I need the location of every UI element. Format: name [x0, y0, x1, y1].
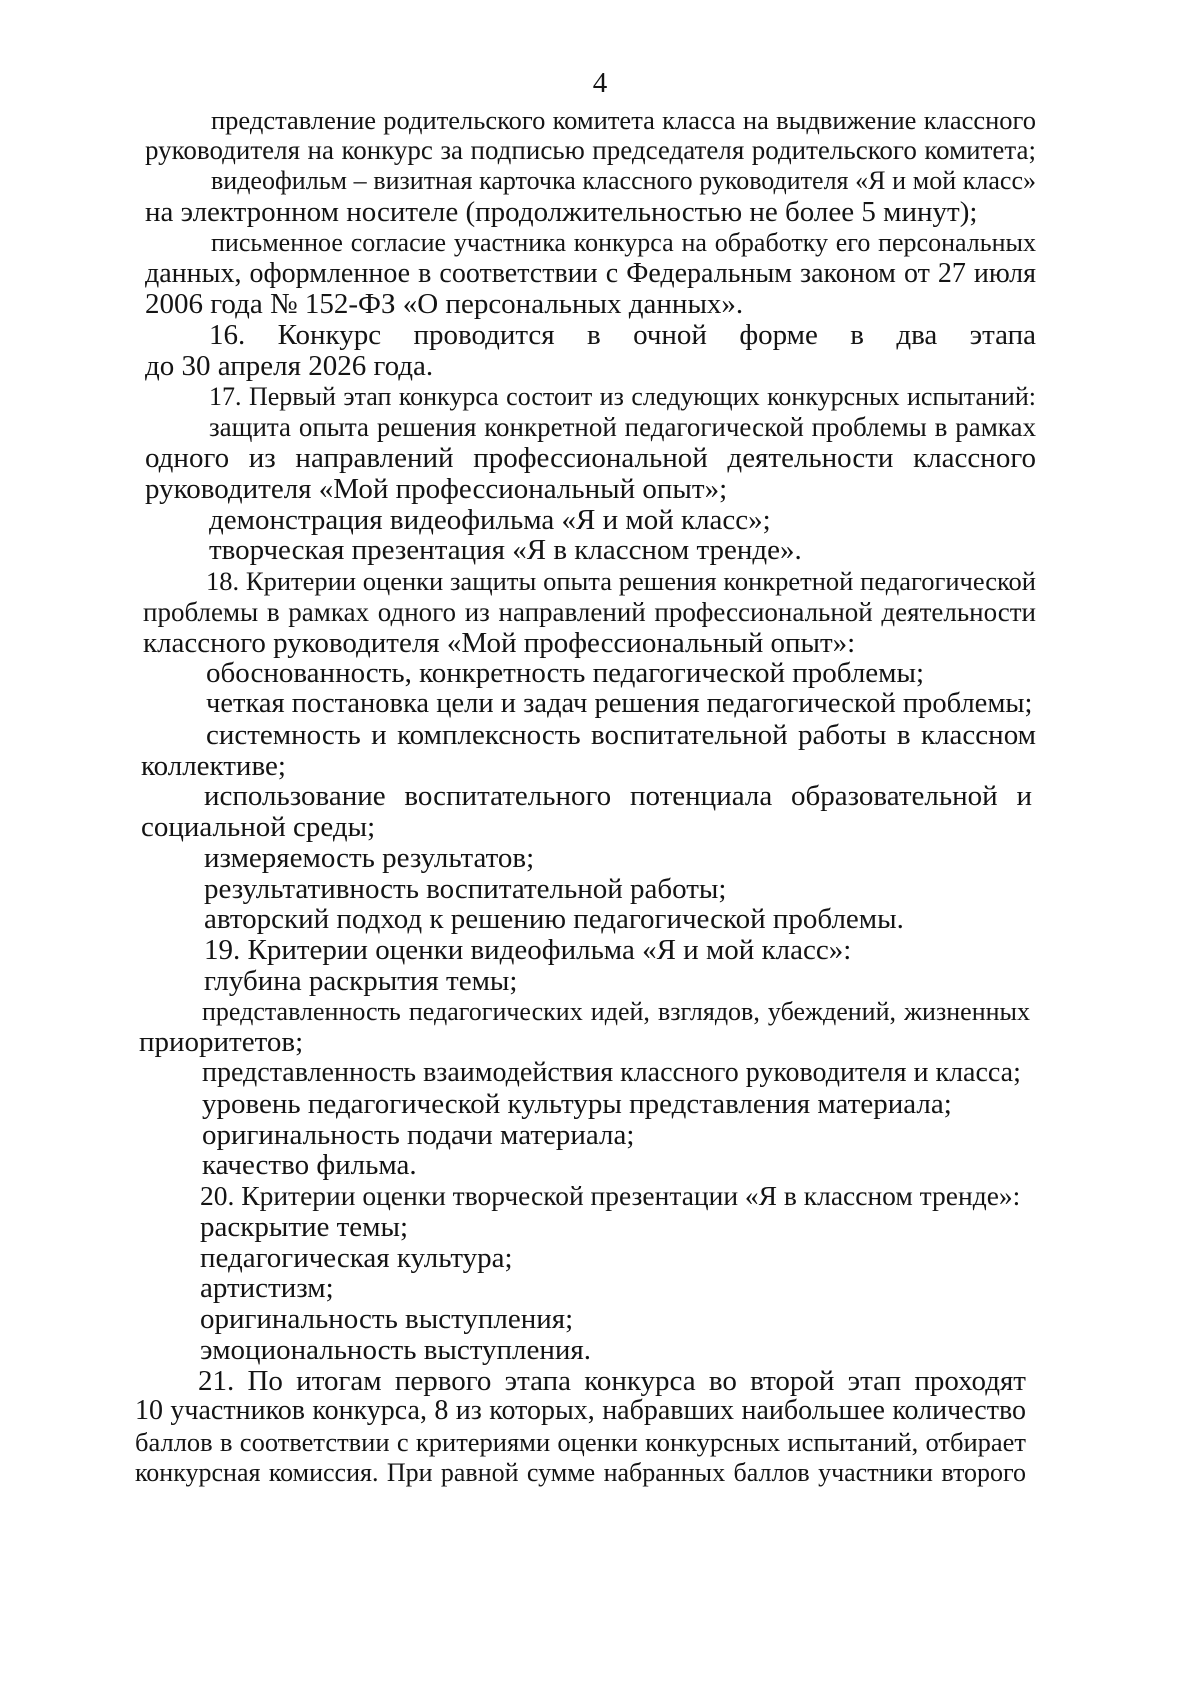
text-line: раскрытие темы;: [200, 1211, 409, 1243]
text-line: демонстрация видеофильма «Я и мой класс»;: [209, 504, 771, 536]
text-line: использование воспитательного потенциала образовательной и: [204, 780, 1032, 812]
text-line: уровень педагогической культуры представления материала;: [202, 1088, 952, 1120]
text-line: 2006 года № 152-ФЗ «О персональных данных».: [145, 288, 744, 320]
text-line: данных, оформленное в соответствии с Федеральным законом от 27 июля: [145, 258, 1036, 289]
text-line: руководителя «Мой профессиональный опыт»;: [145, 473, 728, 505]
text-line: педагогическая культура;: [200, 1242, 513, 1274]
text-line: баллов в соответствии с критериями оценки конкурсных испытаний, отбирает: [135, 1427, 1026, 1457]
text-line: авторский подход к решению педагогической проблемы.: [204, 903, 904, 935]
text-line: классного руководителя «Мой профессиональный опыт»:: [143, 627, 856, 659]
text-line: одного из направлений профессиональной деятельности классного: [145, 442, 1036, 474]
text-line: 21. По итогам первого этапа конкурса во второй этап проходят: [198, 1365, 1026, 1397]
text-line: 17. Первый этап конкурса состоит из следующих конкурсных испытаний:: [209, 382, 1036, 411]
text-line: качество фильма.: [202, 1149, 417, 1181]
text-line: письменное согласие участника конкурса на обработку его персональных: [211, 228, 1036, 257]
text-line: защита опыта решения конкретной педагогической проблемы в рамках: [209, 412, 1036, 442]
text-line: 19. Критерии оценки видеофильма «Я и мой класс»:: [204, 934, 852, 966]
text-line: приоритетов;: [139, 1026, 304, 1058]
text-line: эмоциональность выступления.: [200, 1334, 592, 1366]
page-number: 4: [592, 67, 608, 99]
text-line: системность и комплексность воспитательной работы в классном: [206, 719, 1036, 751]
text-line: артистизм;: [200, 1272, 334, 1304]
text-line: 16. Конкурс проводится в очной форме в два этапа: [209, 319, 1036, 351]
text-line: 10 участников конкурса, 8 из которых, набравших наибольшее количество: [135, 1395, 1026, 1426]
text-line: представленность педагогических идей, взглядов, убеждений, жизненных: [202, 997, 1030, 1026]
text-line: оригинальность подачи материала;: [202, 1119, 635, 1151]
text-line: обоснованность, конкретность педагогической проблемы;: [206, 657, 925, 689]
text-line: результативность воспитательной работы;: [204, 873, 727, 905]
text-line: глубина раскрытия темы;: [204, 965, 518, 997]
text-line: видеофильм – визитная карточка классного руководителя «Я и мой класс»: [211, 166, 1036, 195]
text-line: до 30 апреля 2026 года.: [145, 350, 434, 382]
text-line: измеряемость результатов;: [204, 842, 535, 874]
text-line: творческая презентация «Я в классном тренде».: [209, 534, 802, 566]
text-line: конкурсная комиссия. При равной сумме набранных баллов участники второго: [135, 1458, 1026, 1487]
text-line: оригинальность выступления;: [200, 1303, 574, 1335]
text-line: проблемы в рамках одного из направлений профессиональной деятельности: [143, 597, 1036, 627]
text-line: представленность взаимодействия классного руководителя и класса;: [202, 1057, 1021, 1088]
text-line: руководителя на конкурс за подписью председателя родительского комитета;: [145, 135, 1036, 165]
text-line: социальной среды;: [141, 811, 376, 843]
text-line: четкая постановка цели и задач решения педагогической проблемы;: [206, 688, 1033, 719]
text-line: на электронном носителе (продолжительностью не более 5 минут);: [145, 196, 978, 228]
text-line: представление родительского комитета класса на выдвижение классного: [211, 105, 1036, 135]
text-line: 18. Критерии оценки защиты опыта решения конкретной педагогической: [206, 566, 1036, 596]
text-line: коллективе;: [141, 750, 286, 782]
text-line: 20. Критерии оценки творческой презентации «Я в классном тренде»:: [200, 1180, 1021, 1211]
